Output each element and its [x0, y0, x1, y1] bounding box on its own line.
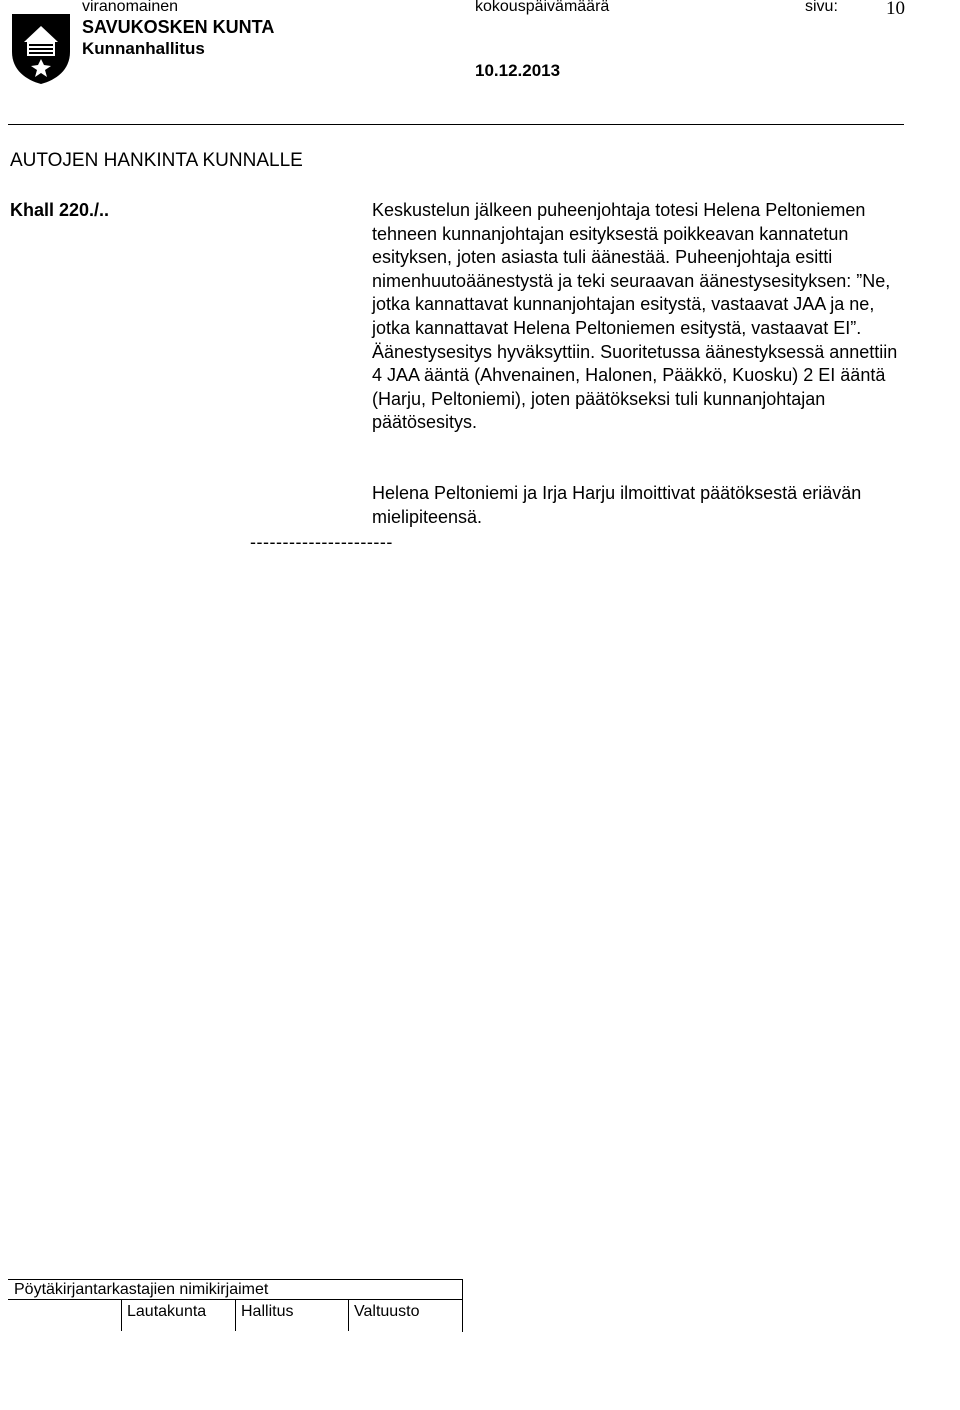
signature-col-hallitus: Hallitus	[241, 1303, 294, 1320]
paragraph-dissent: Helena Peltoniemi ja Irja Harju ilmoittivat päätöksestä eriävän mielipiteensä.	[372, 483, 862, 527]
body-name: Kunnanhallitus	[82, 39, 205, 58]
section-separator: ----------------------	[250, 532, 393, 552]
signature-title: Pöytäkirjantarkastajien nimikirjaimet	[14, 1281, 269, 1298]
signature-column-divider	[348, 1299, 349, 1331]
page-number: 10	[886, 0, 905, 19]
section-title: AUTOJEN HANKINTA KUNNALLE	[10, 150, 303, 171]
section-reference: Khall 220./..	[10, 200, 110, 220]
paragraph-vote: Keskustelun jälkeen puheenjohtaja totesi Helena Peltoniemen tehneen kunnanjohtajan esityksestä poikkeavan kannatetun esityksen, joten asiasta tuli äänestää. Puheenjohtaja esitti nimenhuutoäänestystä ja teki seuraavan äänestysesityksen: ”Ne, jotka kannattavat kunnanjohtajan esitystä, vastaavat JAA ja ne, jotka kannattavat Helena Peltoniemen esitystä, vastaavat EI”. Äänestysesitys hyväksyttiin. Suoritetussa äänestyksessä annettiin 4 JAA ääntä (Ahvenainen, Halonen, Pääkkö, Kuosku) 2 EI ääntä (Harju, Peltoniemi), joten päätökseksi tuli kunnanjohtajan päätösesitys.	[372, 200, 898, 433]
meeting-date-label: kokouspäivämäärä	[475, 0, 610, 15]
header-divider	[8, 124, 904, 125]
authority-label: viranomainen	[82, 0, 179, 15]
signature-column-divider	[121, 1299, 122, 1331]
page-label: sivu:	[805, 0, 838, 15]
municipality-name: SAVUKOSKEN KUNTA	[82, 17, 275, 37]
coat-of-arms-icon	[10, 12, 72, 86]
signature-column-divider	[235, 1299, 236, 1331]
signature-col-valtuusto: Valtuusto	[354, 1303, 420, 1320]
signature-col-lautakunta: Lautakunta	[127, 1303, 207, 1320]
meeting-date: 10.12.2013	[475, 61, 561, 80]
